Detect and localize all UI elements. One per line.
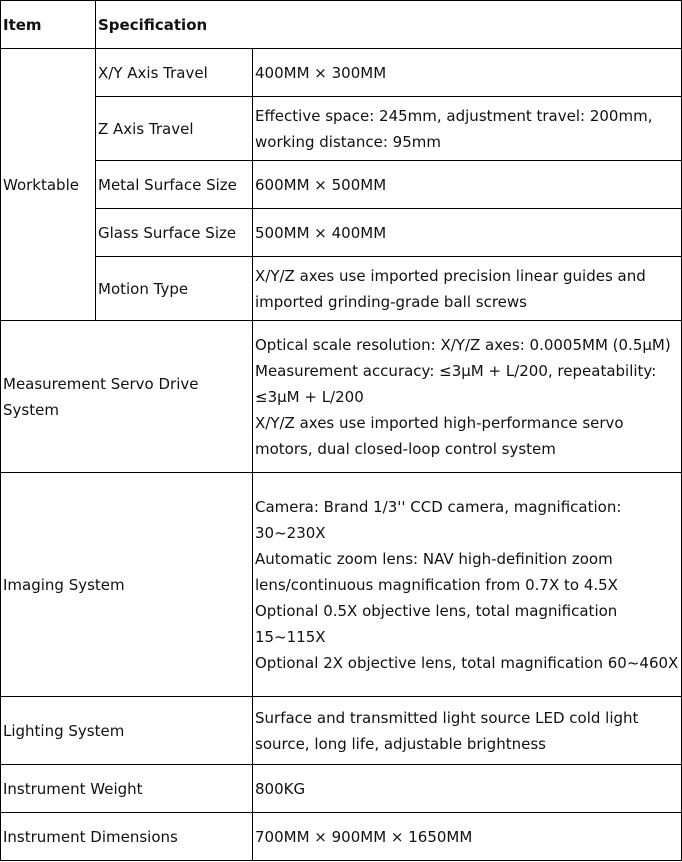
row-name: Metal Surface Size <box>96 161 253 209</box>
row-value: 700MM × 900MM × 1650MM <box>253 813 682 861</box>
row-value: 400MM × 300MM <box>253 49 682 97</box>
table-row <box>1 321 682 473</box>
table-row <box>1 97 682 161</box>
header-row <box>1 1 682 49</box>
row-name: Imaging System <box>1 473 253 697</box>
worktable-label: Worktable <box>1 49 96 321</box>
row-name: Lighting System <box>1 697 253 765</box>
row-name: Z Axis Travel <box>96 97 253 161</box>
row-value: Optical scale resolution: X/Y/Z axes: 0.0005MM (0.5μM) Measurement accuracy: ≤3μM + L/200, repeatability: ≤3μM + L/200 X/Y/Z axes use imported high-performance servo motors, dual closed-loop control system <box>253 321 682 473</box>
header-specification: Specification <box>96 1 682 49</box>
row-name: Instrument Weight <box>1 765 253 813</box>
row-value: Effective space: 245mm, adjustment travel: 200mm, working distance: 95mm <box>253 97 682 161</box>
row-name: X/Y Axis Travel <box>96 49 253 97</box>
row-value: Surface and transmitted light source LED cold light source, long life, adjustable brightness <box>253 697 682 765</box>
row-value: 600MM × 500MM <box>253 161 682 209</box>
row-name: Motion Type <box>96 257 253 321</box>
row-name: Measurement Servo Drive System <box>1 321 253 473</box>
row-value: Camera: Brand 1/3'' CCD camera, magnification: 30~230X Automatic zoom lens: NAV high-definition zoom lens/continuous magnification from 0.7X to 4.5X Optional 0.5X objective lens, total magnification 15~115X Optional 2X objective lens, total magnification 60~460X <box>253 473 682 697</box>
table-row <box>1 813 682 861</box>
table-row <box>1 473 682 697</box>
row-name: Instrument Dimensions <box>1 813 253 861</box>
row-value: 800KG <box>253 765 682 813</box>
row-name: Glass Surface Size <box>96 209 253 257</box>
table-row <box>1 697 682 765</box>
table-row <box>1 257 682 321</box>
row-value: X/Y/Z axes use imported precision linear guides and imported grinding-grade ball screws <box>253 257 682 321</box>
table-row <box>1 765 682 813</box>
table-row <box>1 49 682 97</box>
table-row <box>1 209 682 257</box>
row-value: 500MM × 400MM <box>253 209 682 257</box>
header-item: Item <box>1 1 96 49</box>
table-row <box>1 161 682 209</box>
